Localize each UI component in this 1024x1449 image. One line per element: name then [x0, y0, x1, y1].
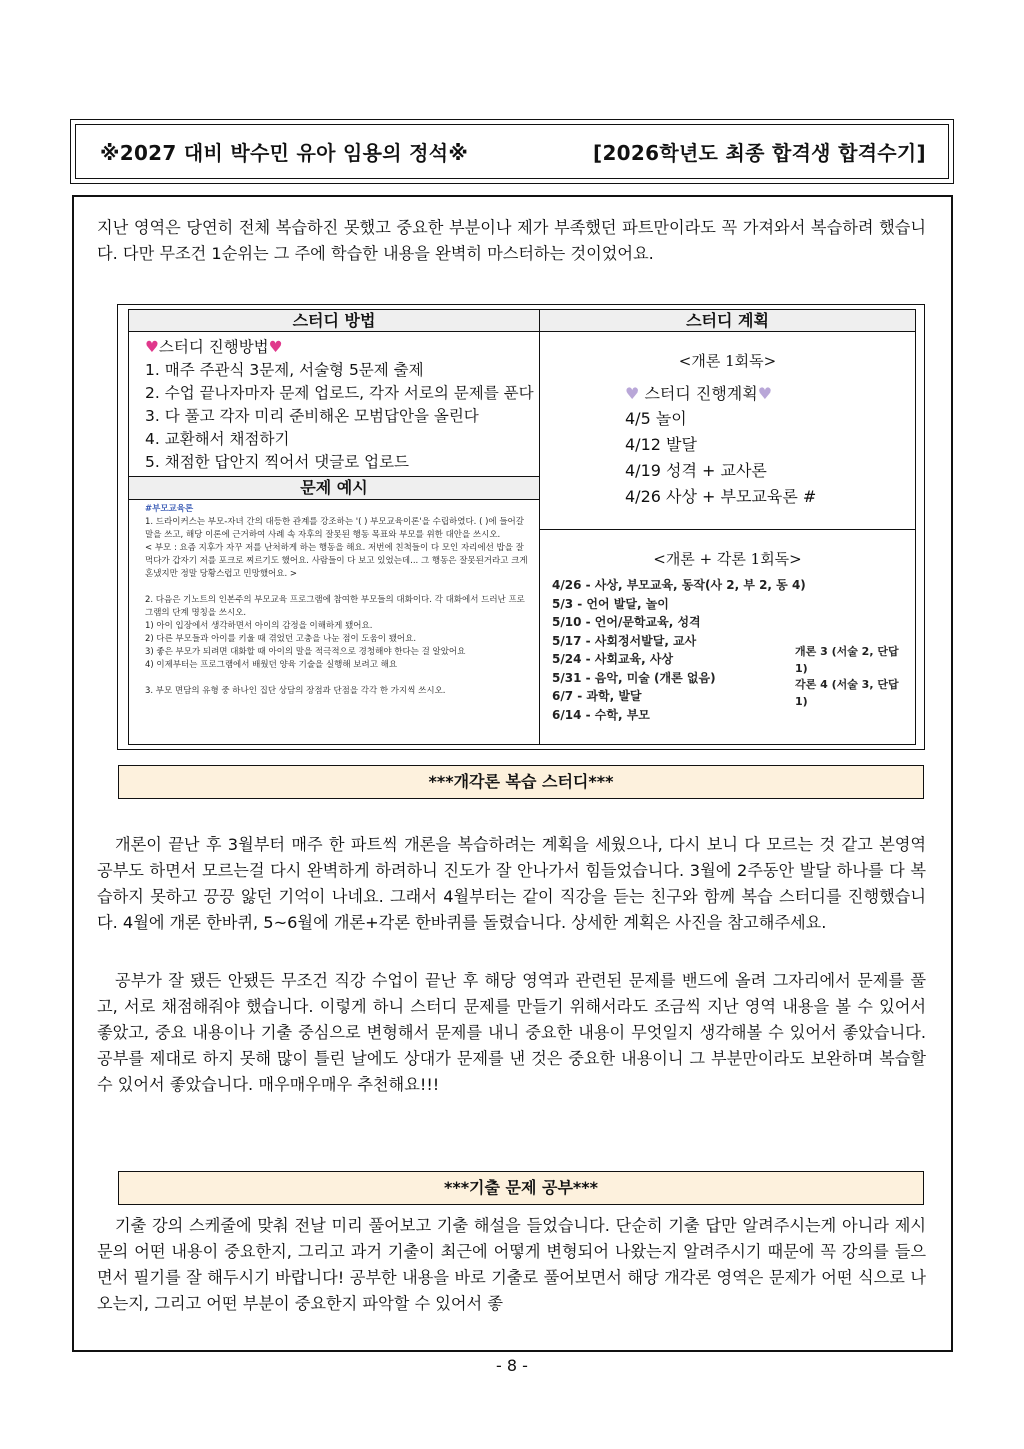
- heart-icon: ♥: [145, 338, 159, 356]
- plan2-list: [552, 576, 806, 724]
- plan-section-2: [540, 530, 915, 722]
- method-item: 4. 교환해서 채점하기: [145, 430, 290, 448]
- study-method-list: [129, 332, 539, 474]
- example-line: 2. 다음은 기노트의 인본주의 부모교육 프로그램에 참여한 부모들의 대화이다. 각 대화에서 드러난 프로그램의 단계 명칭을 쓰시오.: [145, 595, 525, 618]
- example-spacer: [145, 672, 531, 685]
- plan2-item: 6/14 - 수학, 부모: [552, 707, 650, 722]
- plan-section-1: [540, 332, 915, 530]
- plan2-item: 5/24 - 사회교육, 사상: [552, 652, 674, 666]
- plan2-item: 4/26 - 사상, 부모교육, 동작(사 2, 부 2, 동 4): [552, 578, 806, 592]
- plan2-item: 5/17 - 사회정서발달, 교사: [552, 633, 697, 648]
- plan1-item: 4/12 발달: [625, 435, 697, 454]
- plan1-title-row: [625, 381, 772, 404]
- study-plan-header: 스터디 계획: [540, 310, 915, 332]
- method-item: 3. 다 풀고 각자 미리 준비해온 모범답안을 올린다: [145, 407, 479, 425]
- heart-icon: ♥: [625, 384, 640, 403]
- example-line: < 부모 : 요즘 지후가 자꾸 저를 난처하게 하는 행동을 해요. 저번에 친척들이 다 모인 자리에선 밥을 잘 먹다가 갑자기 저를 포크로 찌르기도 했어요. 사람들이 다 보고 있었는데... 그 행동은 잘못된거라고 크게 혼냈지만 정말 당황스럽고 민망했어요. >: [145, 543, 528, 579]
- heart-icon: ♥: [268, 338, 283, 356]
- header-title-right: [2026학년도 최종 합격생 합격수기]: [593, 141, 926, 165]
- plan1-item: 4/19 성격 + 교사론: [625, 461, 767, 480]
- example-title: #부모교육론: [145, 504, 194, 514]
- example-line: 3) 좋은 부모가 되려면 대화할 때 아이의 말을 적극적으로 경청해야 한다는 걸 알았어요: [145, 647, 466, 657]
- page-number: - 8 -: [496, 1356, 528, 1375]
- plan2-note: 개론 3 (서술 2, 단답 1): [795, 645, 899, 675]
- method-title: 스터디 진행방법: [158, 338, 269, 356]
- plan2-notes: [795, 644, 915, 710]
- example-line: 1) 아이 입장에서 생각하면서 아이의 감정을 이해하게 됐어요.: [145, 621, 373, 631]
- plan1-item: 4/5 놀이: [625, 409, 687, 428]
- intro-paragraph: 지난 영역은 당연히 전체 복습하진 못했고 중요한 부분이나 제가 부족했던 파트만이라도 꼭 가져와서 복습하려 했습니다. 다만 무조건 1순위는 그 주에 학습한 내용을 완벽히 마스터하는 것이었어요.: [97, 218, 926, 263]
- review-study-paragraph-2: 공부가 잘 됐든 안됐든 무조건 직강 수업이 끝난 후 해당 영역과 관련된 문제를 밴드에 올려 그자리에서 문제를 풀고, 서로 채점해줘야 했습니다. 이렇게 하니 스터디 문제를 만들기 위해서라도 조금씩 지난 영역 내용을 볼 수 있어서 좋았고, 중요 내용이나 기출 중심으로 변형해서 문제를 내니 중요한 내용이 무엇일지 생각해볼 수 있어서 좋았습니다. 공부를 제대로 하지 못해 많이 틀린 날에도 상대가 문제를 낸 것은 중요한 내용이니 그 부분만이라도 보완하며 복습할 수 있어서 좋았습니다. 매우매우매우 추천해요!!!: [97, 971, 926, 1094]
- plan1-label: <개론 1회독>: [678, 352, 777, 370]
- plan2-label: <개론 + 각론 1회독>: [653, 550, 802, 568]
- plan2-item: 5/3 - 언어 발달, 놀이: [552, 596, 669, 611]
- past-exam-paragraph: 기출 강의 스케줄에 맞춰 전날 미리 풀어보고 기출 해설을 들었습니다. 단순히 기출 답만 알려주시는게 아니라 제시문의 어떤 내용이 중요한지, 그리고 과거 기출이 최근에 어떻게 변형되어 나왔는지 알려주시기 때문에 꼭 강의를 들으면서 필기를 잘 해두시기 바랍니다! 공부한 내용을 바로 기출로 풀어보면서 해당 개각론 영역은 문제가 어떤 식으로 나오는지, 그리고 어떤 부분이 중요한지 파악할 수 있어서 좋: [97, 1216, 926, 1313]
- example-body: [145, 503, 531, 698]
- plan2-note: 각론 4 (서술 3, 단답 1): [795, 678, 899, 708]
- section-title-past-exam: ***기출 문제 공부***: [118, 1171, 924, 1205]
- study-method-header: 스터디 방법: [129, 310, 539, 332]
- section-title-review-study: ***개각론 복습 스터디***: [118, 765, 924, 799]
- study-image: [128, 309, 916, 745]
- example-line: 1. 드라이커스는 부모-자녀 간의 대등한 관계를 강조하는 '( ) 부모교육이론'을 수립하였다. ( )에 들어갈 말을 쓰고, 해당 이론에 근거하여 사례 속 자후의 잘못된 행동 목표와 부모를 위한 대안을 쓰시오.: [145, 517, 524, 540]
- example-header: 문제 예시: [129, 476, 539, 500]
- study-method-column: [129, 310, 540, 744]
- plan2-item: 5/10 - 언어/문학교육, 성격: [552, 615, 701, 629]
- example-line: 2) 다른 부모들과 아이를 키울 때 겪었던 고충을 나눈 점이 도움이 됐어요.: [145, 634, 417, 644]
- example-line: 4) 이제부터는 프로그램에서 배웠던 양육 기술을 실행해 보려고 해요: [145, 660, 398, 670]
- plan1-list: [625, 406, 816, 510]
- review-study-paragraph-1: 개론이 끝난 후 3월부터 매주 한 파트씩 개론을 복습하려는 계획을 세웠으나, 다시 보니 다 모르는 것 같고 본영역 공부도 하면서 모르는걸 다시 완벽하게 하려하니 진도가 잘 안나가서 힘들었습니다. 3월에 2주동안 발달 하나를 다 복습하지 못하고 끙끙 앓던 기억이 나네요. 그래서 4월부터는 같이 직강을 듣는 친구와 함께 복습 스터디를 진행했습니다. 4월에 개론 한바퀴, 5~6월에 개론+각론 한바퀴를 돌렸습니다. 상세한 계획은 사진을 참고해주세요.: [97, 835, 926, 932]
- document-header-inner: [75, 124, 949, 179]
- document-header: [70, 119, 954, 184]
- heart-icon: ♥: [757, 384, 773, 403]
- study-plan-column: [540, 310, 915, 744]
- plan1-item: 4/26 사상 + 부모교육론 #: [625, 487, 817, 506]
- plan2-item: 6/7 - 과학, 발달: [552, 689, 642, 703]
- method-item: 1. 매주 주관식 3문제, 서술형 5문제 출제: [145, 361, 424, 379]
- example-spacer: [145, 581, 531, 594]
- method-item: 5. 채점한 답안지 찍어서 댓글로 업로드: [145, 453, 410, 471]
- method-item: 2. 수업 끝나자마자 문제 업로드, 각자 서로의 문제를 푼다: [145, 384, 534, 402]
- header-title-left: ※2027 대비 박수민 유아 임용의 정석※: [100, 141, 469, 165]
- example-line: 3. 부모 면담의 유형 중 하나인 집단 상담의 장점과 단점을 각각 한 가지씩 쓰시오.: [145, 686, 446, 696]
- plan2-item: 5/31 - 음악, 미술 (개론 없음): [552, 670, 716, 685]
- method-title-row: [145, 336, 539, 359]
- plan1-title: 스터디 진행계획: [644, 384, 758, 403]
